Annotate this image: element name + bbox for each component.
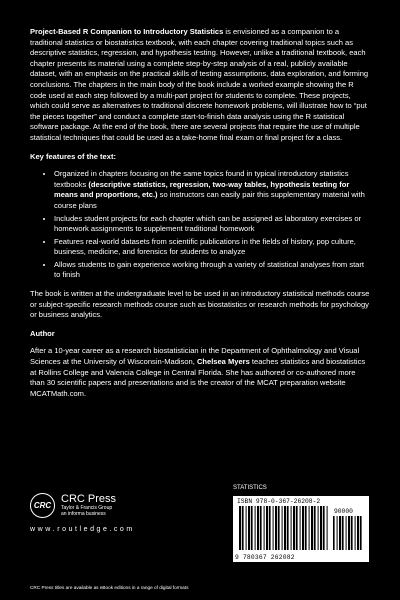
isbn-text: ISBN 978-0-367-26208-2 xyxy=(237,498,321,505)
price-code: 90000 xyxy=(334,508,353,515)
publisher-logo xyxy=(30,493,200,518)
publisher-block xyxy=(30,493,200,533)
publisher-group: Taylor & Francis Group xyxy=(61,505,113,511)
author-name: Chelsea Myers xyxy=(196,357,250,367)
barcode-digits: 9 780367 262082 xyxy=(235,554,295,561)
feature-item: • Features real-world datasets from scientific publications in the fields of history, pop culture, business, medicine, and forensics for students to analyze xyxy=(54,237,372,258)
price-barcode-icon xyxy=(333,516,363,550)
description-text: is envisioned as a companion to a traditional statistics or biostatistics textbook, with each chapter covering traditional topics such as descriptive statistics, regression, and hypothesis testing. However, unlike a traditional textbook, each chapter presents its material using a complete step-by-step analysis of a real, publicly available dataset, with an emphasis on the practical skills of testing assumptions, data exploration, and forming conclusions. The chapters in the main body of the book include a worked example showing the R code used at each step followed by a multi-part project for students to complete. These projects, which could serve as alternatives to traditional discrete homework problems, will illustrate how to “put the pieces together” and conduct a complete start-to-finish data analysis using the R statistical software package. At the end of the book, there are several projects that require the use of multiple statistical techniques that could be used as a take-home final exam or final project for a class. xyxy=(30,27,369,142)
author-paragraph: After a 10-year career as a research biostatistician in the Department of Ophthalmology and Visual Sciences at the University of Wisconsin-Madison, Chelsea Myers teaches statistics and biostatistics at Rollins College and Valencia College in Central Florida. She has authored or co-authored more than 30 scientific papers and presentations and is the creator of the MCAT preparation website MCATMath.com. xyxy=(30,346,366,398)
publisher-url[interactable]: w w w . r o u t l e d g e . c o m xyxy=(30,526,133,533)
feature-item: • Includes student projects for each chapter which can be assigned as laboratory exercises or homework assignments to supplement traditional homework xyxy=(54,214,372,235)
ebook-note: CRC Press titles are available as eBook editions in a range of digital formats xyxy=(30,585,189,590)
crc-logo-icon: CRC xyxy=(30,493,55,518)
feature-topics-bold: (descriptive statistics, regression, two-way tables, hypothesis testing for means and proportions, etc.) xyxy=(54,179,350,200)
feature-item: • Organized in chapters focusing on the same topics found in typical introductory statistics textbooks (descriptive statistics, regression, two-way tables, hypothesis testing for means and proportions, etc.) so instructors can easily pair this supplementary material with course plans xyxy=(54,169,372,211)
publisher-tagline: an informa business xyxy=(61,511,106,517)
barcode-bars-icon xyxy=(239,506,331,550)
author-heading: Author xyxy=(30,328,55,338)
publisher-name: CRC Press xyxy=(61,493,117,505)
isbn-barcode xyxy=(233,496,369,562)
category-label: STATISTICS xyxy=(233,485,267,491)
features-list xyxy=(30,169,372,281)
book-title: Project-Based R Companion to Introductory Statistics xyxy=(30,27,224,36)
features-heading: Key features of the text: xyxy=(30,151,116,161)
barcode-block xyxy=(233,485,369,562)
back-cover-text xyxy=(30,27,372,407)
feature-item: • Allows students to gain experience working through a variety of statistical analyses from start to finish xyxy=(54,260,372,281)
description-paragraph xyxy=(30,27,372,144)
level-paragraph: The book is written at the undergraduate level to be used in an introductory statistical methods course or subject-specific research methods course such as biostatistics or research methods for psychology or business analytics. xyxy=(30,289,370,320)
